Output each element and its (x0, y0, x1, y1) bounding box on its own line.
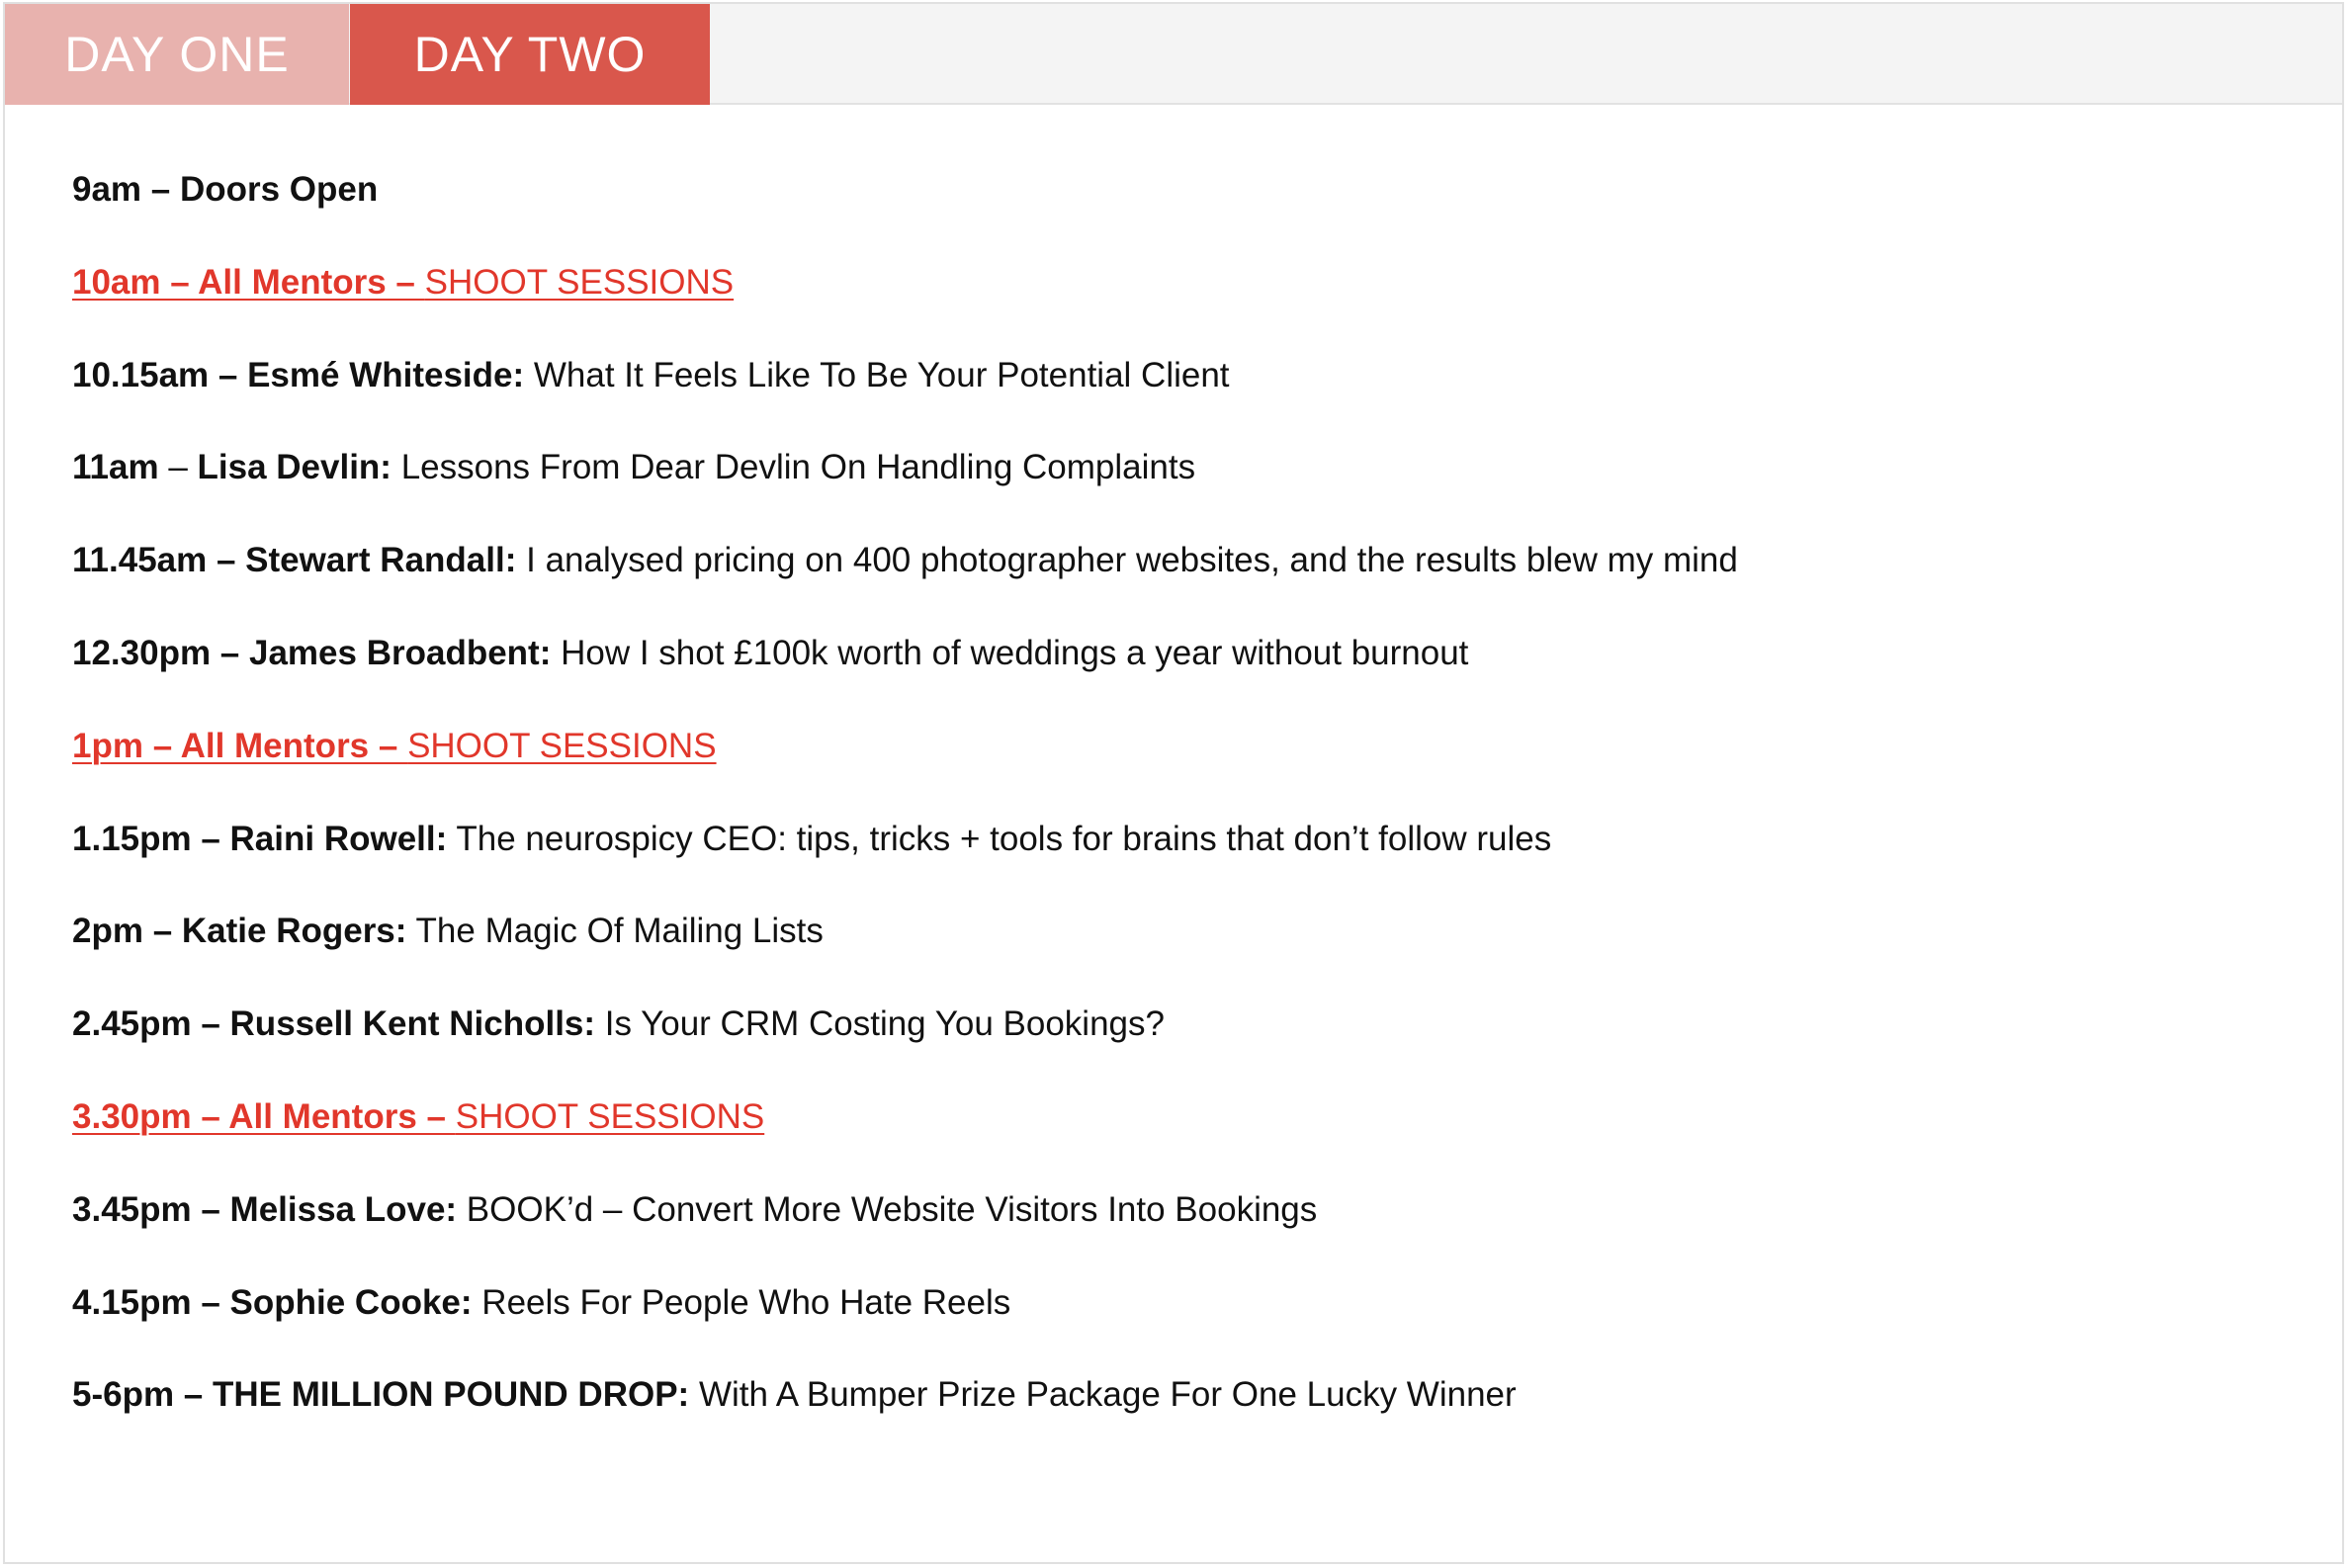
schedule-title: BOOK’d – Convert More Website Visitors Into Bookings (457, 1189, 1318, 1229)
shoot-session-link[interactable] (72, 1095, 2297, 1188)
schedule-time: 3.30pm – All Mentors – (72, 1096, 456, 1136)
schedule-list (72, 168, 2297, 1466)
schedule-time-speaker: 1.15pm – Raini Rowell: (72, 819, 448, 858)
schedule-item (72, 1373, 2297, 1466)
schedule-time-speaker: 5-6pm – THE MILLION POUND DROP: (72, 1375, 690, 1415)
schedule-title: With A Bumper Prize Package For One Lucky Winner (689, 1375, 1517, 1415)
schedule-title: I analysed pricing on 400 photographer websites, and the results blew my mind (516, 541, 1738, 580)
schedule-title: What It Feels Like To Be Your Potential Client (524, 355, 1230, 394)
schedule-time-speaker: 12.30pm – James Broadbent: (72, 633, 552, 672)
schedule-item (72, 354, 2297, 447)
day-tab-bar (5, 4, 2342, 105)
schedule-title: Lessons From Dear Devlin On Handling Complaints (391, 448, 1196, 487)
schedule-item (72, 910, 2297, 1002)
schedule-item (72, 1281, 2297, 1374)
tab-day-two[interactable]: DAY TWO (350, 4, 710, 105)
schedule-title: How I shot £100k worth of weddings a year without burnout (551, 633, 1469, 672)
schedule-title: The Magic Of Mailing Lists (406, 912, 824, 951)
schedule-title: SHOOT SESSIONS (424, 262, 735, 302)
schedule-item (72, 632, 2297, 725)
schedule-panel (3, 2, 2344, 1564)
schedule-time: 9am – Doors Open (72, 170, 379, 209)
schedule-title: SHOOT SESSIONS (455, 1096, 765, 1136)
schedule-item (72, 1188, 2297, 1281)
schedule-item (72, 446, 2297, 539)
shoot-session-link[interactable] (72, 261, 2297, 354)
schedule-item (72, 818, 2297, 911)
schedule-title: Is Your CRM Costing You Bookings? (595, 1004, 1165, 1044)
schedule-title: SHOOT SESSIONS (407, 726, 717, 765)
schedule-title: The neurospicy CEO: tips, tricks + tools for brains that don’t follow rules (447, 819, 1552, 858)
schedule-time-speaker: 2.45pm – Russell Kent Nicholls: (72, 1004, 596, 1044)
tab-day-one[interactable]: DAY ONE (5, 4, 349, 105)
schedule-time: 1pm – All Mentors – (72, 726, 408, 765)
schedule-time-speaker: 4.15pm – Sophie Cooke: (72, 1282, 473, 1322)
schedule-time: 10am – All Mentors – (72, 262, 425, 302)
schedule-time-speaker: 3.45pm – Melissa Love: (72, 1189, 458, 1229)
schedule-time-speaker: 2pm – Katie Rogers: (72, 912, 407, 951)
schedule-time-speaker: 10.15am – Esmé Whiteside: (72, 355, 525, 394)
schedule-title: Reels For People Who Hate Reels (472, 1282, 1011, 1322)
schedule-item (72, 168, 2297, 261)
schedule-speaker: Lisa Devlin: (197, 448, 392, 487)
schedule-time: 11am (72, 448, 159, 487)
schedule-item (72, 539, 2297, 632)
schedule-item (72, 1002, 2297, 1095)
shoot-session-link[interactable] (72, 725, 2297, 818)
schedule-separator: – (158, 448, 198, 487)
schedule-time-speaker: 11.45am – Stewart Randall: (72, 541, 517, 580)
